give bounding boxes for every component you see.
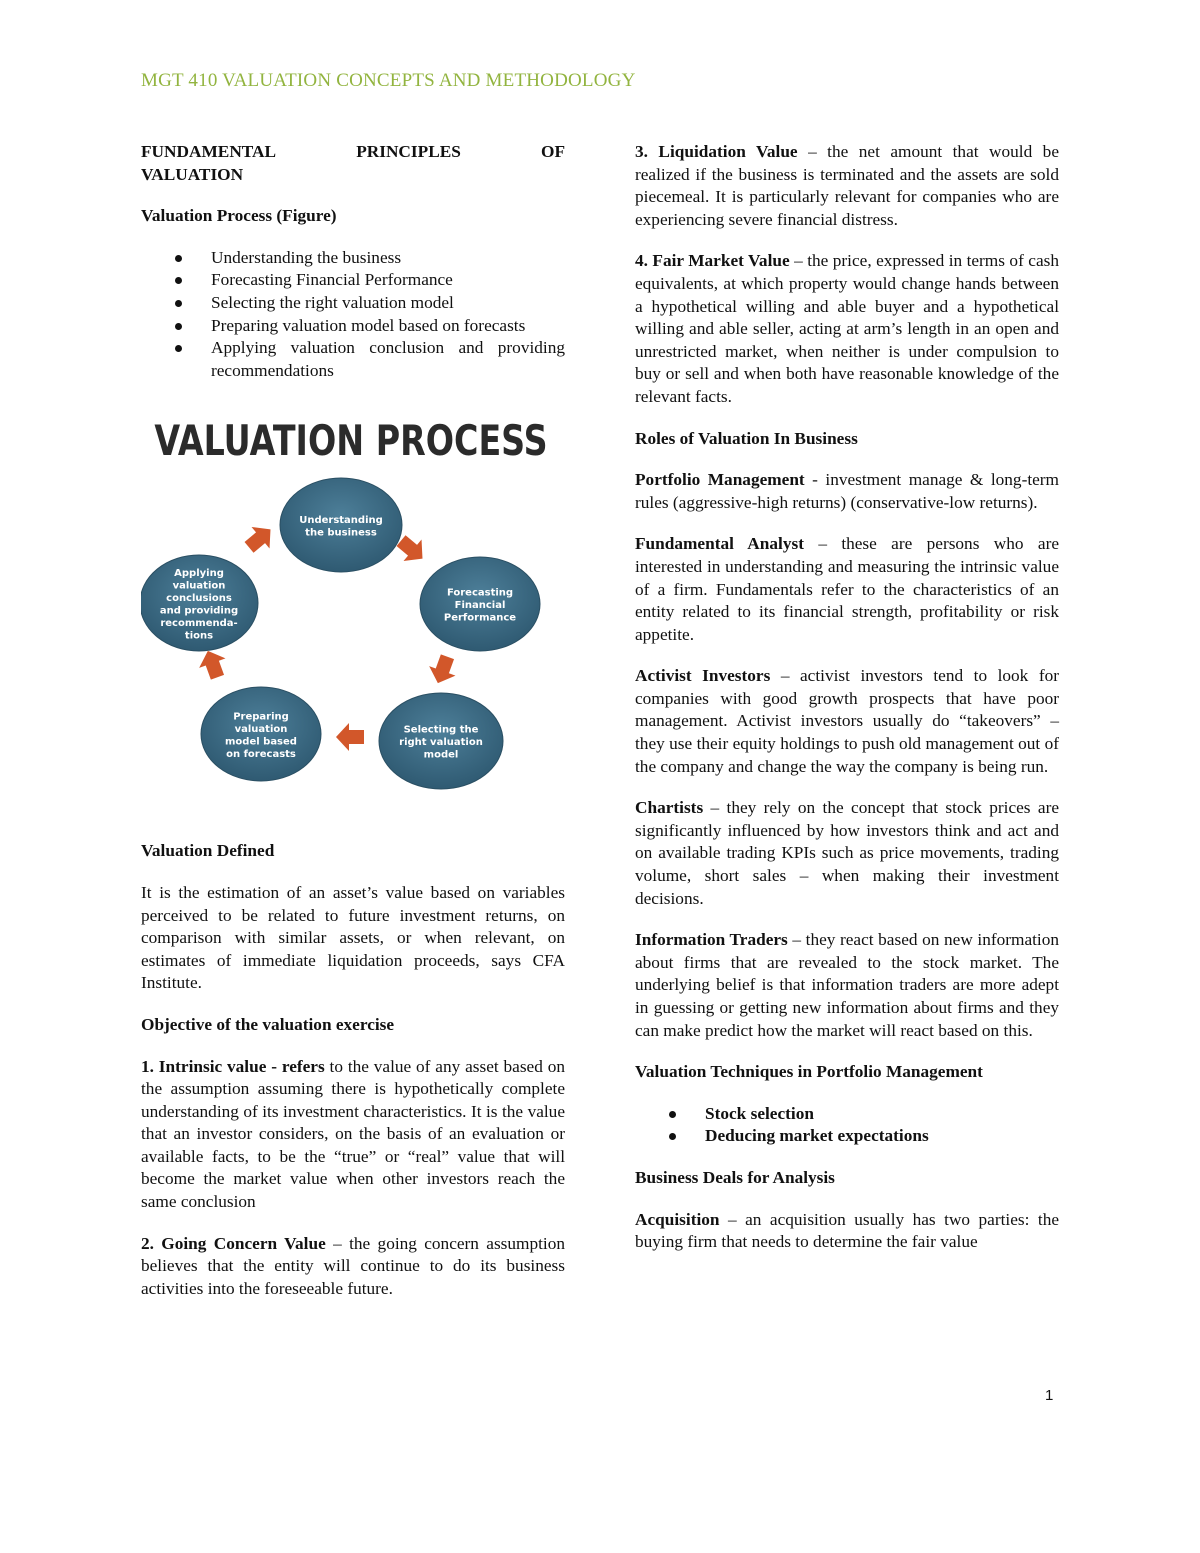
chartists-term: Chartists	[635, 798, 704, 818]
techniques-heading: Valuation Techniques in Portfolio Management	[635, 1062, 983, 1082]
fundamental-analyst-term: Fundamental Analyst	[635, 534, 804, 554]
liquidation-value-term: 3. Liquidation Value	[635, 142, 798, 161]
selecting-model-step-label: right valuation	[399, 737, 483, 749]
selecting-model-step-label: Selecting the	[403, 724, 479, 736]
fair-market-value-paragraph	[635, 250, 1059, 408]
list-item: Deducing market expectations	[635, 1125, 1059, 1148]
going-concern-text: – the going concern assumption believes that the entity will continue to do its business activities into the foreseeable future.	[141, 1233, 566, 1298]
fundamental-analyst-paragraph	[635, 533, 1059, 646]
portfolio-management-text: - investment manage & long-term rules (aggressive-high returns) (conservative-low returns).	[635, 470, 1059, 512]
portfolio-management-term: Portfolio Management	[635, 470, 805, 490]
intrinsic-value-paragraph	[141, 1056, 565, 1214]
intrinsic-value-text: to the value of any asset based on the assumption assuming there is hypothetically complete understanding of its investment characteristics. It is the value that an investor considers, on the basis of an evaluation or available facts, to be the “true” or “real” value that will become the market value when other investors reach the same conclusion	[141, 1056, 565, 1212]
information-traders-text: – they react based on new information about firms that are revealed to the stock market. The underlying belief is that information traders are more adept in guessing or getting new information about firms and they can make predict how the market will react based on this.	[635, 930, 1060, 1040]
techniques-list	[635, 1103, 1059, 1148]
preparing-model-step-label: model based	[225, 736, 297, 748]
applying-conclusions-step-label: and providing	[159, 605, 239, 617]
cycle-arrow-icon	[240, 519, 279, 558]
fundamental-analyst-text: – these are persons who are interested in understanding and measuring the intrinsic value of a firm. Fundamentals refer to the characteristics of an entity related to its financial strength, profitability or risk appetite.	[635, 534, 1059, 644]
title-word: PRINCIPLES	[356, 142, 461, 161]
liquidation-value-paragraph	[635, 141, 1059, 231]
applying-conclusions-step-label: recommenda-	[160, 618, 238, 630]
title-word: FUNDAMENTAL	[141, 142, 277, 161]
left-column	[141, 141, 565, 1319]
cycle-arrow-icon	[336, 723, 364, 751]
chartists-paragraph	[635, 797, 1059, 910]
acquisition-term: Acquisition	[635, 1209, 720, 1229]
selecting-model-step-label: model	[423, 749, 459, 761]
fair-market-value-text: – the price, expressed in terms of cash equivalents, at which property would change hands between a hypothetical willing and able buyer and a hypothetical willing and able seller, acting at arm’s length in an open and unrestricted market, when neither is under compulsion to buy or sell and when both have reasonable knowledge of the relevant facts.	[635, 251, 1059, 406]
forecasting-step-label: Financial	[454, 600, 506, 612]
understanding-business-step-label: the business	[305, 527, 377, 539]
valuation-defined-text: It is the estimation of an asset’s value based on variables perceived to be related to future investment returns, on comparison with similar assets, or when relevant, on estimates of immediate liquidation proceeds, says CFA Institute.	[141, 882, 565, 993]
cycle-arrow-icon	[195, 646, 231, 682]
figure-title: VALUATION PROCESS	[154, 416, 548, 466]
forecasting-step-label: Forecasting	[446, 587, 514, 599]
information-traders-paragraph	[635, 929, 1059, 1042]
acquisition-paragraph	[635, 1209, 1059, 1254]
activist-investors-term: Activist Investors	[635, 666, 771, 686]
acquisition-text: – an acquisition usually has two parties: the buying firm that needs to determine the fair value	[635, 1209, 1059, 1252]
preparing-model-step-label: Preparing	[233, 711, 289, 723]
chartists-text: – they rely on the concept that stock prices are significantly influenced by how investors think and act and on available trading KPIs such as price movements, trading volume, short sales – when making their investment decisions.	[635, 798, 1059, 908]
understanding-business-step-label: Understanding	[299, 515, 383, 527]
title-line-1	[141, 141, 565, 164]
page-number: 1	[1045, 1387, 1054, 1404]
preparing-model-step-label: on forecasts	[226, 749, 296, 761]
title-word: OF	[541, 142, 565, 161]
section-title	[141, 141, 565, 186]
right-column	[635, 141, 1059, 1273]
business-deals-heading: Business Deals for Analysis	[635, 1167, 835, 1187]
list-item: Preparing valuation model based on forecasts	[141, 315, 565, 338]
information-traders-term: Information Traders	[635, 930, 788, 950]
valuation-defined-heading: Valuation Defined	[141, 841, 275, 861]
intrinsic-value-term: 1. Intrinsic value - refers	[141, 1056, 325, 1076]
applying-conclusions-step-label: valuation	[172, 580, 226, 592]
applying-conclusions-step-label: Applying	[174, 568, 224, 580]
preparing-model-step-label: valuation	[234, 724, 288, 736]
title-line-2: VALUATION	[141, 164, 244, 184]
valuation-process-figure	[141, 401, 565, 821]
liquidation-value-text: – the net amount that would be realized if the business is terminated and the assets are sold piecemeal. It is particularly relevant for companies who are experiencing severe financial distress.	[635, 142, 1059, 229]
document-header: MGT 410 VALUATION CONCEPTS AND METHODOLOGY	[141, 70, 636, 91]
applying-conclusions-step-label: conclusions	[166, 593, 232, 605]
activist-investors-text: – activist investors tend to look for companies with good growth prospects that have poor management. Activist investors usually do “takeovers” – they use their equity holdings to push old management out of the company and change the way the company is being run.	[635, 666, 1059, 776]
going-concern-paragraph	[141, 1233, 565, 1301]
roles-heading: Roles of Valuation In Business	[635, 428, 858, 448]
list-item: Applying valuation conclusion and providing recommendations	[141, 337, 565, 382]
applying-conclusions-step-label: tions	[184, 630, 214, 642]
portfolio-management-paragraph	[635, 469, 1059, 514]
fair-market-value-term: 4. Fair Market Value	[635, 251, 790, 271]
process-list	[141, 247, 565, 383]
list-item: Selecting the right valuation model	[141, 292, 565, 315]
objective-heading: Objective of the valuation exercise	[141, 1014, 395, 1034]
list-item: Understanding the business	[141, 247, 565, 270]
process-heading: Valuation Process (Figure)	[141, 206, 337, 226]
activist-investors-paragraph	[635, 665, 1059, 778]
valuation-process-diagram	[141, 401, 565, 821]
list-item: Stock selection	[635, 1103, 1059, 1126]
forecasting-step-label: Performance	[443, 612, 517, 624]
list-item: Forecasting Financial Performance	[141, 269, 565, 292]
cycle-arrow-icon	[425, 652, 461, 688]
going-concern-term: 2. Going Concern Value	[141, 1233, 326, 1253]
